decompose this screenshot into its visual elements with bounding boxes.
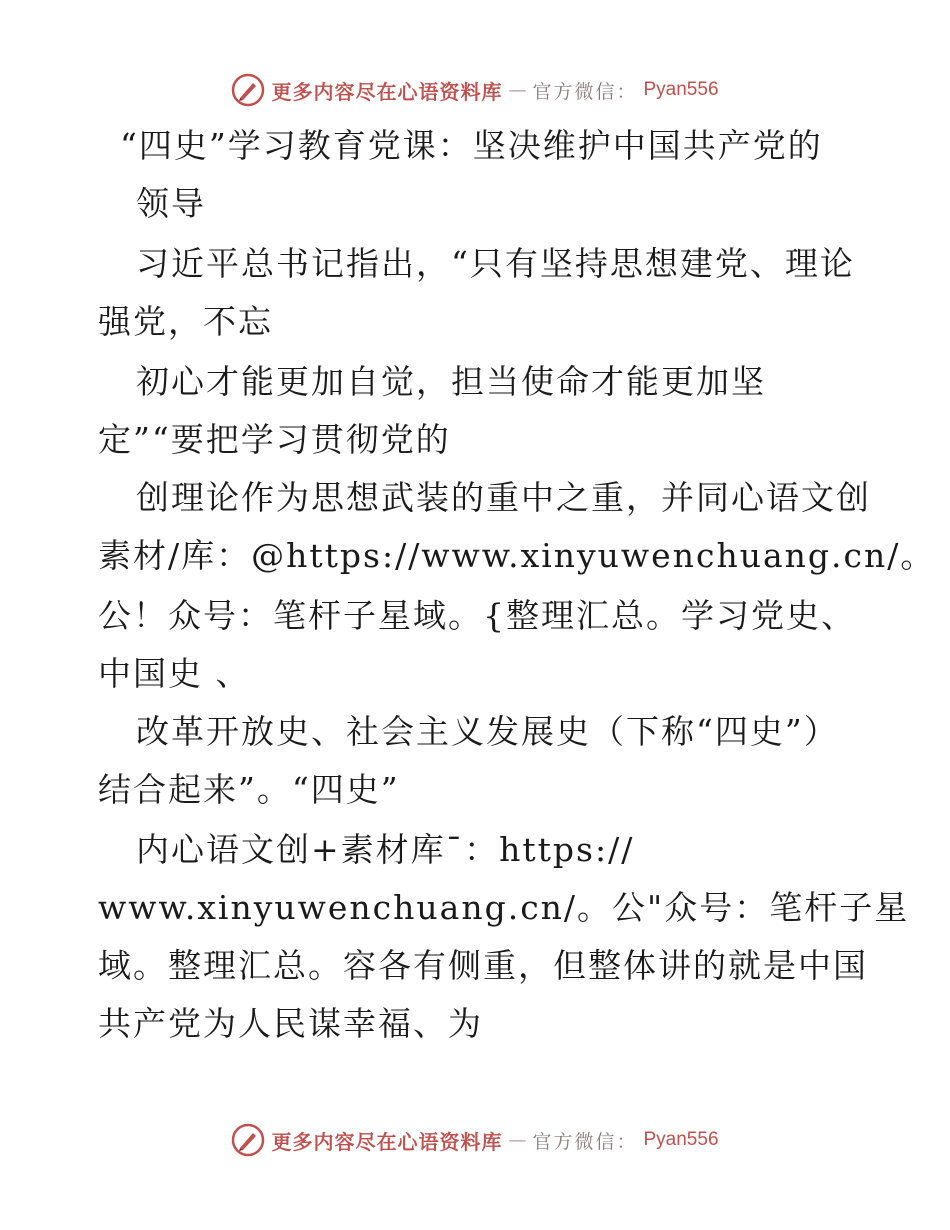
doc-line: 内心语文创+素材库¯：https:// [136,830,635,869]
doc-line: 定”“要把学习贯彻党的 [98,420,451,459]
doc-line: 中国史 、 [98,654,251,693]
banner-wechat-id: Pyan556 [643,1129,719,1150]
footer-banner [0,1120,950,1160]
doc-line: “四史”学习教育党课：坚决维护中国共产党的 [120,126,823,165]
doc-line: 领导 [136,184,206,223]
doc-line: 改革开放史、社会主义发展史（下称“四史”） [136,712,839,751]
doc-line: 初心才能更加自觉，担当使命才能更加坚 [136,362,766,401]
doc-line: 素材/库：@https://www.xinyuwenchuang.cn/。 [98,536,936,575]
banner-wechat-id: Pyan556 [643,79,719,100]
doc-line: 强党，不忘 [98,302,273,341]
doc-line: www.xinyuwenchuang.cn/。公"众号：笔杆子星 [98,888,910,927]
banner-subtitle: 官方微信： [532,1130,638,1153]
doc-line: 创理论作为思想武装的重中之重，并同心语文创 [136,478,871,517]
doc-line: 习近平总书记指出，“只有坚持思想建党、理论 [136,244,855,283]
doc-line: 结合起来”。“四史” [98,770,400,809]
banner-dash: — [508,79,527,101]
pen-logo-icon [231,1123,265,1157]
doc-line: 共产党为人民谋幸福、为 [98,1004,483,1043]
doc-line: 公！众号：笔杆子星域。{整理汇总。学习党史、 [98,596,856,635]
doc-line: 域。整理汇总。容各有侧重，但整体讲的就是中国 [98,946,868,985]
banner-title: 更多内容尽在心语资料库 [271,1129,503,1154]
banner-title: 更多内容尽在心语资料库 [271,79,503,104]
banner-dash: — [508,1129,527,1151]
banner-subtitle: 官方微信： [532,80,638,103]
